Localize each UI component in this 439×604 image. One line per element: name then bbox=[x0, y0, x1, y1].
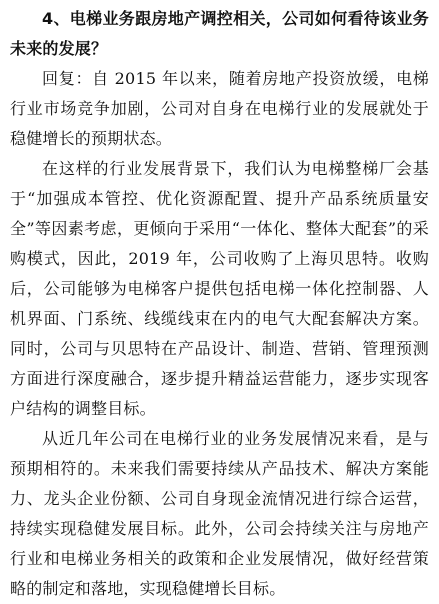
answer-paragraph-3: 从近几年公司在电梯行业的业务发展情况来看，是与预期相符的。未来我们需要持续从产品技术、解决方案能力、龙头企业份额、公司自身现金流情况进行综合运营，持续实现稳健发展目标。此外，公司会持续关注与房地产行业和电梯业务相关的政策和企业发展情况，做好经营策略的制定和落地，实现稳健增长目标。 bbox=[10, 429, 429, 598]
answer-paragraph-1: 回复：自 2015 年以来，随着房地产投资放缓，电梯行业市场竞争加剧，公司对自身在电梯行业的发展就处于稳健增长的预期状态。 bbox=[10, 69, 429, 148]
question-heading: 4、电梯业务跟房地产调控相关，公司如何看待该业务未来的发展？ bbox=[10, 9, 429, 58]
answer-paragraph-2: 在这样的行业发展背景下，我们认为电梯整梯厂会基于“加强成本管控、优化资源配置、提升产品系统质量安全”等因素考虑，更倾向于采用“一体化、整体大配套”的采购模式，因此，2019 年，公司收购了上海贝思特。收购后，公司能够为电梯客户提供包括电梯一体化控制器、人机界面、门系统、线缆线束在内的电气大配套解决方案。同时，公司与贝思特在产品设计、制造、营销、管理预测方面进行深度融合，逐步提升精益运营能力，逐步实现客户结构的调整目标。 bbox=[10, 159, 429, 418]
